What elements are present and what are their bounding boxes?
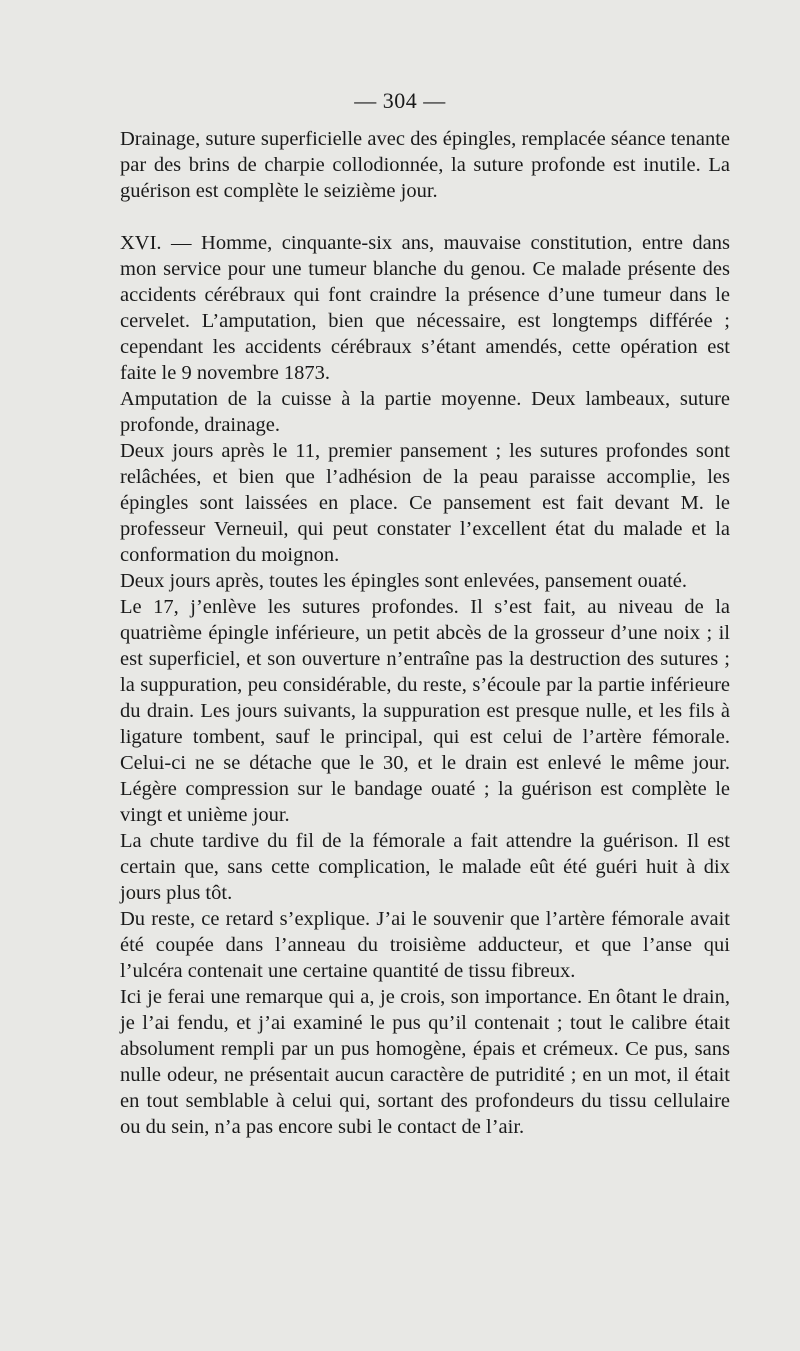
page-body	[120, 126, 730, 1140]
page-number: — 304 —	[354, 88, 446, 113]
paragraph: La chute tardive du fil de la fémorale a fait attendre la guérison. Il est certain que, sans cette complication, le malade eût été guéri huit à dix jours plus tôt.	[120, 830, 730, 904]
paragraph: Drainage, suture superficielle avec des épingles, remplacée séance tenante par des brins de charpie collodionnée, la suture profonde est inutile. La guérison est complète le seizième jour.	[120, 128, 730, 202]
paragraph-gap	[120, 204, 730, 230]
paragraph: Ici je ferai une remarque qui a, je crois, son importance. En ôtant le drain, je l’ai fendu, et j’ai examiné le pus qu’il contenait ; tout le calibre était absolument rempli par un pus homogène, épais et crémeux. Ce pus, sans nulle odeur, ne présentait aucun caractère de putridité ; en un mot, il était en tout semblable à celui qui, sortant des profondeurs du tissu cellulaire ou du sein, n’a pas encore subi le contact de l’air.	[120, 986, 730, 1138]
paragraph: Amputation de la cuisse à la partie moyenne. Deux lambeaux, suture profonde, drainage.	[120, 388, 730, 436]
paragraph: Du reste, ce retard s’explique. J’ai le souvenir que l’artère fémorale avait été coupée dans l’anneau du troisième adducteur, et que l’anse qui l’ulcéra contenait une certaine quantité de tissu fibreux.	[120, 908, 730, 982]
paragraph: Le 17, j’enlève les sutures profondes. Il s’est fait, au niveau de la quatrième épingle inférieure, un petit abcès de la grosseur d’une noix ; il est superficiel, et son ouverture n’entraîne pas la destruction des sutures ; la suppuration, peu considérable, du reste, s’écoule par la partie inférieure du drain. Les jours suivants, la suppuration est presque nulle, et les fils à ligature tombent, sauf le principal, qui est celui de l’artère fémorale. Celui-ci ne se détache que le 30, et le drain est enlevé le même jour. Légère compression sur le bandage ouaté ; la guérison est complète le vingt et unième jour.	[120, 596, 730, 826]
paragraph: Deux jours après le 11, premier pansement ; les sutures profondes sont relâchées, et bien que l’adhésion de la peau paraisse accomplie, les épingles sont laissées en place. Ce pansement est fait devant M. le professeur Verneuil, qui peut constater l’excellent état du malade et la conformation du moignon.	[120, 440, 730, 566]
paragraph: XVI. — Homme, cinquante-six ans, mauvaise constitution, entre dans mon service pour une tumeur blanche du genou. Ce malade présente des accidents cérébraux qui font craindre la présence d’une tumeur dans le cervelet. L’amputation, bien que nécessaire, est longtemps différée ; cependant les accidents cérébraux s’étant amendés, cette opération est faite le 9 novembre 1873.	[120, 232, 730, 384]
paragraph: Deux jours après, toutes les épingles sont enlevées, pansement ouaté.	[120, 570, 688, 592]
